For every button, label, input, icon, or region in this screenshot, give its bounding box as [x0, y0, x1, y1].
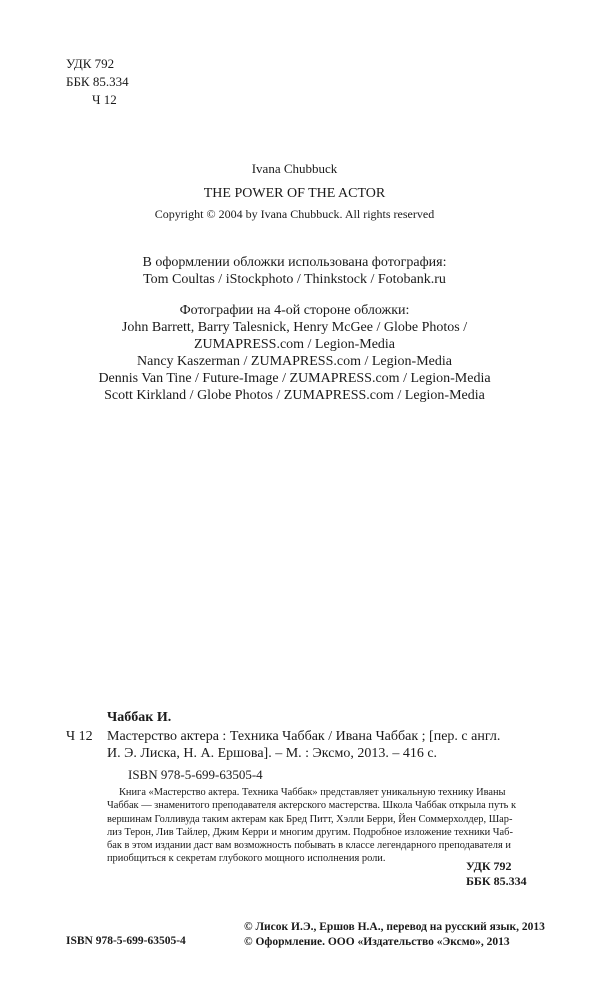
annotation-line: вершинам Голливуда таким актерам как Бред Питт, Хэлли Берри, Йен Соммерхолдер, Шар- — [107, 813, 513, 825]
cover-credits-heading: В оформлении обложки использована фотография: — [142, 255, 447, 270]
catalog-isbn: ISBN 978-5-699-63505-4 — [128, 767, 263, 782]
footer-copyright-translation: © Лисок И.Э., Ершов Н.А., перевод на русский язык, 2013 — [244, 921, 545, 933]
catalog-author-heading: Чаббак И. — [107, 710, 172, 725]
back-cover-credits-line: ZUMAPRESS.com / Legion-Media — [193, 337, 396, 352]
catalog-description-line: Мастерство актера : Техника Чаббак / Ивана Чаббак ; [пер. с англ. — [107, 729, 501, 744]
annotation-udk: УДК 792 — [466, 859, 512, 873]
catalog-author-mark: Ч 12 — [66, 729, 93, 744]
back-cover-credits-heading: Фотографии на 4-ой стороне обложки: — [179, 303, 410, 318]
bbk-code: ББК 85.334 — [66, 74, 129, 89]
back-cover-credits-line: Dennis Van Tine / Future-Image / ZUMAPRESS.com / Legion-Media — [98, 371, 491, 386]
annotation-line: Книга «Мастерство актера. Техника Чаббак» представляет уникальную технику Иваны — [119, 787, 506, 798]
catalog-description-line: И. Э. Лиска, Н. А. Ершова]. – М. : Эксмо, 2013. – 416 с. — [107, 746, 438, 761]
author-mark: Ч 12 — [92, 92, 117, 107]
footer-copyright-design: © Оформление. ООО «Издательство «Эксмо», 2013 — [244, 936, 510, 948]
original-title: THE POWER OF THE ACTOR — [203, 186, 386, 201]
udk-code: УДК 792 — [66, 56, 115, 71]
annotation-bbk: ББК 85.334 — [466, 874, 527, 888]
annotation-text — [107, 786, 525, 866]
back-cover-credits-line: John Barrett, Barry Talesnick, Henry McGee / Globe Photos / — [121, 320, 468, 335]
original-author: Ivana Chubbuck — [251, 161, 338, 176]
annotation-line: бак в этом издании даст вам возможность побывать в классе легендарного преподавателя и — [107, 840, 511, 852]
back-cover-credits-line: Nancy Kaszerman / ZUMAPRESS.com / Legion-Media — [137, 354, 452, 369]
original-copyright: Copyright © 2004 by Ivana Chubbuck. All rights reserved — [154, 207, 435, 221]
back-cover-credits-line: Scott Kirkland / Globe Photos / ZUMAPRESS.com / Legion-Media — [104, 388, 485, 403]
cover-credits-line: Tom Coultas / iStockphoto / Thinkstock / Fotobank.ru — [143, 272, 446, 287]
annotation-line: Чаббак — знаменитого преподавателя актерского мастерства. Школа Чаббак открыла путь к — [107, 800, 517, 812]
annotation-line: лиз Терон, Лив Тайлер, Джим Керри и многим другим. Подробное изложение техники Чаб- — [107, 826, 513, 838]
annotation-line: приобщиться к секретам глубокого мощного исполнения роли. — [107, 853, 386, 865]
footer-isbn: ISBN 978-5-699-63505-4 — [66, 935, 186, 947]
